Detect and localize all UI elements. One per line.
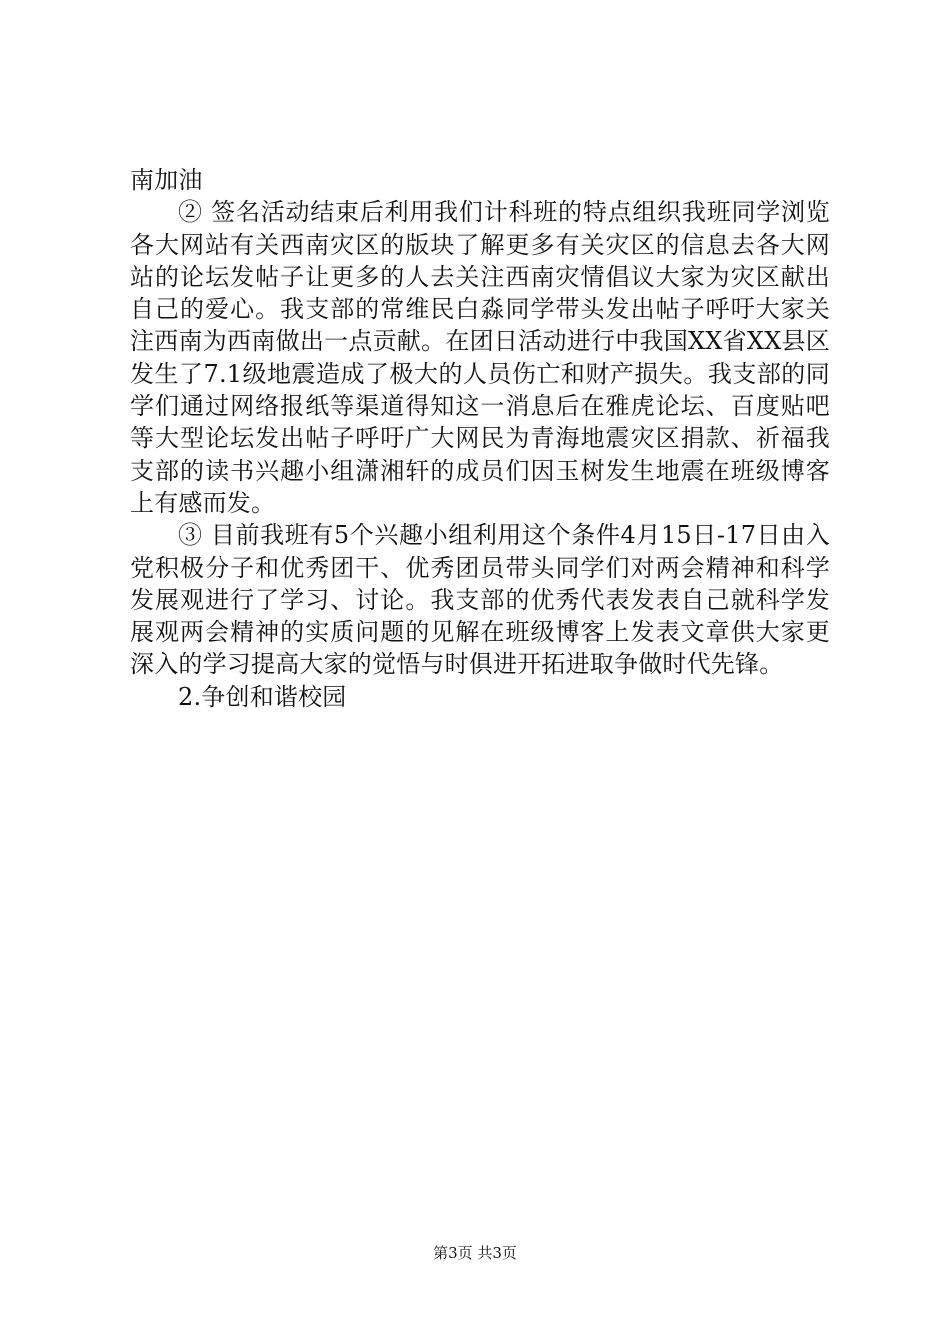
document-body (130, 164, 830, 713)
paragraph-item-2: ② 签名活动结束后利用我们计科班的特点组织我班同学浏览各大网站有关西南灾区的版块了解更多有关灾区的信息去各大网站的论坛发帖子让更多的人去关注西南灾情倡议大家为灾区献出自己的爱心。我支部的常维民白淼同学带头发出帖子呼吁大家关注西南为西南做出一点贡献。在团日活动进行中我国XX省XX县区发生了7.1级地震造成了极大的人员伤亡和财产损失。我支部的同学们通过网络报纸等渠道得知这一消息后在雅虎论坛、百度贴吧等大型论坛发出帖子呼吁广大网民为青海地震灾区捐款、祈福我支部的读书兴趣小组潇湘轩的成员们因玉树发生地震在班级博客上有感而发。 (130, 198, 830, 517)
paragraph-item-3: ③ 目前我班有5个兴趣小组利用这个条件4月15日-17日由入党积极分子和优秀团干、优秀团员带头同学们对两会精神和科学发展观进行了学习、讨论。我支部的优秀代表发表自己就科学发展观两会精神的实质问题的见解在班级博客上发表文章供大家更深入的学习提高大家的觉悟与时俱进开拓进取争做时代先锋。 (130, 521, 830, 679)
page-footer: 第3页 共3页 (433, 1244, 517, 1262)
section-heading: 2.争创和谐校园 (178, 682, 347, 711)
paragraph-continuation: 南加油 (130, 166, 203, 194)
